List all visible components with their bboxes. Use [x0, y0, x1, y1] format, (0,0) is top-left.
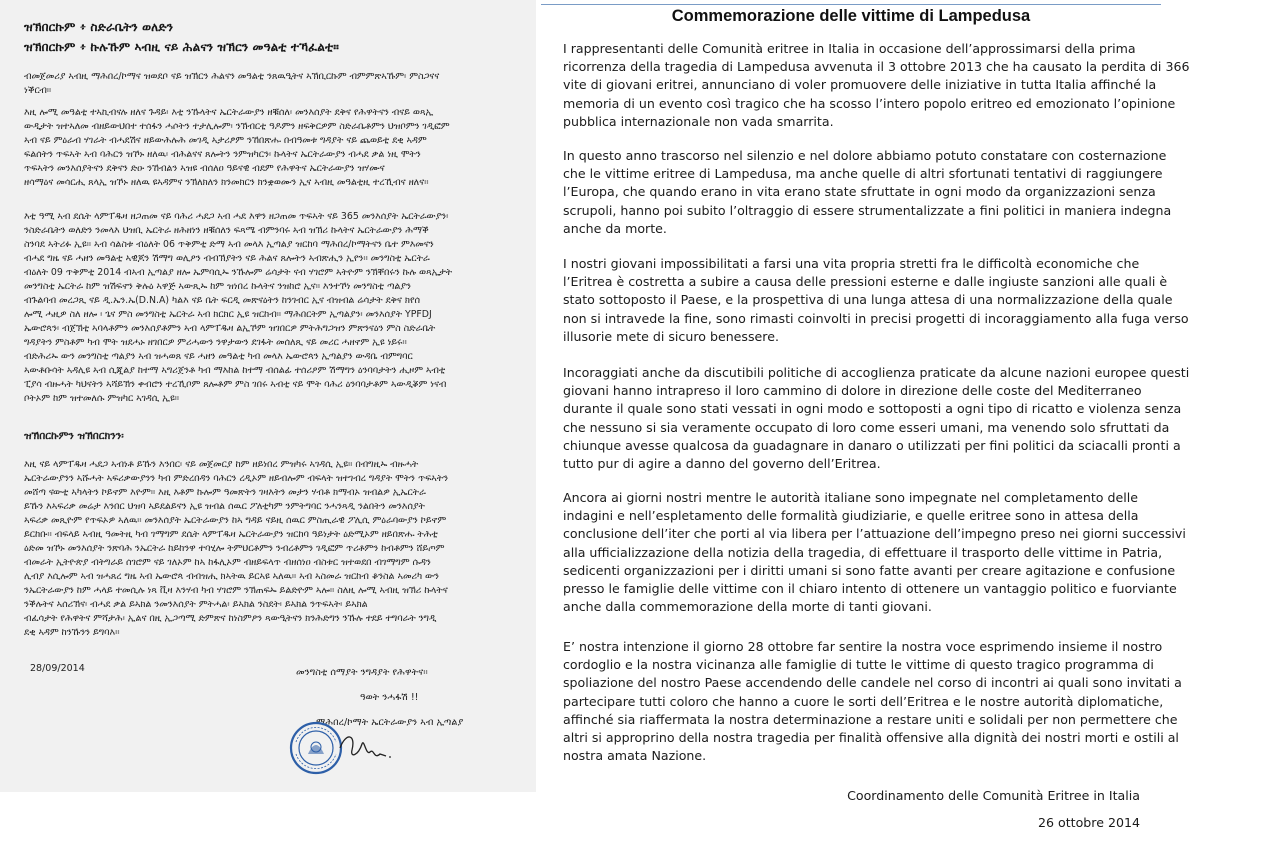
text-line: illusorie mete di sicuro benessere. [563, 328, 779, 344]
text-line: ፒያሳ ብዙሓት ካህናትን ኣሻይኽን ቀብሮን ተረኺቦም ጸሎቶም ምስ ገበሩ ኣብቲ ናይ ሞት ባሕሪ ዕንባባታቶም ኣውዲቖም ነናብ [24, 379, 447, 390]
text-line: ነቕርብ። [24, 85, 52, 96]
body-paragraph [563, 364, 1190, 473]
text-line: ንኤርትራውያን ከም ሓላይ ተመሲሉ ነጻ ቪዛ እንሃብ ካብ ሃገሮም ንኽጠፍኡ ይልድዮም ኣሎ። ስለዚ ሎሚ ኣብዚ ዝኽሪ ኩላትና [24, 585, 448, 596]
scanned-tigrinya-letter [0, 0, 536, 792]
text-line: ብድሕሪኡ ውን መንግስቲ ጣልያን ኣብ ዝሓወጸ ናይ ሓዘን መዓልቲ ካብ መላእ ኤውሮጳን ኢጣልያን ውዳቤ ብምግባር [24, 351, 413, 362]
text-line: partecipare tutti coloro che hanno a cuore le sorti dell’Eritrea e le nostre autorità diplomatiche, [563, 693, 1164, 709]
text-line: ብሓደ ግዜ ናይ ሓዘን መዓልቲ ኣዊጆን ሽማግ ወሊዖን ብብኽያትን ናይ ሕልና ጸሎትን ኣብጽሒን ኢየን። መንግስቲ ኤርትራ [24, 253, 430, 264]
text-line: ንስድራቤትን ወለድን ንመላእ ህዝቢ ኤርትራ ዘሕዘነን ዘቑሰለን ፍጻሜ ብምንባሩ ኣብ ዝኽሪ ኩላትና ኤርትራውያን ሕማቕ [24, 225, 429, 236]
text-line: ንቕሉትና ኣሰሪኽና፡ ብሓደ ቃል ይኣክል ንመንእሰያት ምትሓል፡ ይኣክል ንስደት፡ ይኣክል ንጥፍኣት፡ ይኣክል [24, 599, 368, 610]
letter-paragraph [24, 70, 522, 98]
signing-date: 26 ottobre 2014 [1037, 815, 1140, 830]
text-line: Incoraggiati anche da discutibili politiche di accoglienza praticate da alcune nazioni europee questi [563, 365, 1190, 380]
text-line: affinché sia riaffermata la nostra determinazione a restare uniti e solidali per non permettere che [563, 711, 1178, 727]
text-line: che nessuno si sia veramente occupato di loro come esseri umani, ma venendo solo sfruttati da [563, 419, 1170, 435]
text-line: ricorrenza della tragedia di Lampedusa avvenuta il 3 ottobre 2013 che ha causato la perdita di 366 [563, 59, 1190, 75]
letter-salutation-2: ዝኽበርኩም ፥ ኩሉኹም ኣብዚ ናይ ሕልናን ዝኽርን መዓልቲ ተኻፈልቲ። [24, 40, 339, 54]
handwritten-signature [336, 726, 394, 766]
text-line: ብዕለት 09 ጥቅምቲ 2014 ብኣብ ኢጣልያ ዘሎ ኤምባሲኡ ንኹሎም ሬሳታት ናብ ሃገሮም ኣትዮም ንኽቐበሩን ኩሉ ወጻኢታት [24, 267, 453, 278]
text-line: che le vittime eritree di Lampedusa, ma anche quelle di altri sfortunati tentativi di raggiungere [563, 166, 1163, 182]
text-line: scrupoli, hanno poi subito l’oltraggio di essere strumentalizzate a fini politici in maniera indegna [563, 202, 1172, 218]
letter-paragraph [24, 458, 522, 640]
text-line: ደቂ ኣዳም ከንኹንን ይግባእ። [24, 627, 120, 638]
signatory-organization: Coordinamento delle Comunità Eritree in Italia [847, 788, 1140, 803]
text-line: ግዳያትን ምስቶም ካብ ሞት ዝደሓኑ ዘገበርዎ ምሪሓውን ንዋታውን ደገፋት መሰለጺ ናይ መሪር ሓዘኖም ኢዩ ነይሩ። [24, 337, 407, 348]
text-line: memoria di un evento così tragico che ha scosso l’intero popolo eritreo ed emozionato l’opinione [563, 95, 1176, 111]
letter-signatory: ማሕበረ/ኮማት ኤርትራውያን ኣብ ኢጣልያ [316, 717, 464, 728]
text-line: ይኹን እኣፍሪቃ መሬታ እንበር ህዝባ ኣይደልይናን ኢዩ ዝብል ሰዉር ፖለቲካም ንምትግባር ንሓንጻዲ ንልበትን መንእሰያት [24, 501, 425, 512]
text-line: pubblica internazionale non vada smarrita. [563, 113, 834, 129]
body-paragraph [563, 489, 1186, 616]
text-line: sedicenti organizzazioni per i diritti umani si sono fatte avanti per creare agitazione e confusione [563, 562, 1176, 578]
text-line: ኣብ ናይ ምዕራብ ሃገራት ብሓደሽና ዘይውሕሉሕ መገዲ ኣታሪፆም ንኸበጽሑ በብዓመቱ ግዳያት ናይ ጨወይቲ ደቂ ኣዳም [24, 135, 427, 146]
text-line: tutto pur di agire a danno del governo dell’Eritrea. [563, 456, 881, 472]
text-line: spoliazione del nostro Paese accendendo delle candele nel corso di incontri ai quali sono invitati a [563, 675, 1182, 691]
text-line: ሎሚ ሓዚዎ ስለ ዘሎ ፡ ጌና ምስ መንግስቲ ኤርትራ ኣብ ክርክር ኢዩ ዝርከብ። ማሕበርትም ኢጣልያን፡ መንእሰያት YPFDJ [24, 309, 432, 320]
text-line: ጥፍኣትን መንእሰያትናን ደቅናን ድዑ ንኸብልን ኣዝዩ ብሰለዐ ዓይናዊ ብደም የሕዋትና ኤርትራውያን ዝሃሙና [24, 163, 385, 174]
text-line: I rappresentanti delle Comunità eritree in Italia in occasione dell’approssimarsi della prima [563, 41, 1136, 56]
text-line: conclusione dell’iter che porti al via libera per l’attuazione dell’impegno preso nei giorni successivi [563, 526, 1186, 542]
body-paragraph [563, 147, 1172, 238]
text-line: ዘሳማዕና መሳርሒ ጸላኢ ዝኾኑ ዘለዉ ዩኣዳምና ንኽለክለን ክንመክርን ክንቋወሙን ኢና ኣብዚ መዓልቲዚ ተረኺብና ዘለና። [24, 177, 429, 188]
letter-closing-line: ዓወት ንሓፋሽ !! [360, 692, 419, 703]
text-line: መሸጣ ናውቲ ኣካላትን ኮይኖም እዮም። እዚ እቶም ኩሎም ዓመጽትን ገዛእትን መታን ሃብቶ ክማብኦ ዝብልዎ ኢኤርትራ [24, 487, 426, 498]
text-line: non si intravede la fine, sono rimasti coinvolti in precisi progetti di incoraggiamento alla fuga verso [563, 310, 1189, 326]
letter-date: 28/09/2014 [30, 663, 85, 674]
letter-salutation-1: ዝኽበርኩም ፥ ስድራቤትን ወለድን [24, 20, 174, 34]
text-line: l’Europa, che quando erano in vita erano state sfruttate in ogni modo da organizzazioni senza [563, 184, 1156, 200]
body-paragraph [563, 40, 1190, 131]
text-line: giovani hanno intrapreso il loro cammino di dolore in direzione delle coste del Mediterraneo [563, 383, 1142, 399]
text-line: ዕድመ ዝኾኑ መንእሰያት ንጽባሕ ንኤርትራ ከይከንዋ ተባሂሎ ትምህርቶምን ንብረቶምን ገዲፎም ጥሪቶምን ከብቶምን ሸይጦም [24, 543, 445, 554]
text-line: cordoglio e la nostra vicinanza alle famiglie di tutte le vittime di questo tragico programma di [563, 657, 1154, 673]
letter-subheading: ዝኽበርኩምን ዝኽበርክንን፡ [24, 430, 124, 442]
text-line: ሊብያ እሲሎም ኣብ ዝሓጸረ ግዜ ኣብ ኤውሮጳ ብብዝሒ ክኣትዉ ይርኣዩ ኣለዉ። ኣብ ኣስመራ ዝርከብ ቆንስል ኣመሪካ ውን [24, 571, 439, 582]
italian-announcement [541, 0, 1190, 842]
text-line: መንግስቲ ኤርትራ ከም ዝሽፍኖን ቅሉዕ ኣዋጅ ኣውጺኡ ከም ዝነበረ ኩላትና ንዝከሮ ኢና። እንተኾነ መንግስቲ ጣልያን [24, 281, 411, 292]
text-line: እቲ ዓሚ ኣብ ደሴት ላምፐዱዛ ዘጋጠመ ናይ ባሕሪ ሓደጋ ኣብ ሓደ እዋን ዘጋጠመ ጥፍኣት ናይ 365 መንእሰያት ኤርትራውያን፡ [24, 211, 449, 222]
text-line: ብፈሳታት የሕዋትና ምሻታሕ፡ ኢልና በዚ ኢጋጣሚ ድምጽና ከነስምዖን ጻውዒትናን ክንሕድግን ንኹሉ ተደይ ተግባራት ንግዲ [24, 613, 437, 624]
text-line: I nostri giovani impossibilitati a farsi una vita propria stretti fra le difficoltà economiche che [563, 256, 1140, 271]
text-line: ብመጀመሪያ ኣብዚ ማሕበረ/ኮማና ዝወደቦ ናይ ዝኽርን ሕልናን መዓልቲ ንጸዉዒትና ኣኽቢርኩም ብምምጽኣኹም፡ ምስጋናና [24, 71, 440, 82]
text-line: altri si approprino della nostra tragedia per finalità offensive alla dignità dei nostri morti e ostili al [563, 730, 1179, 746]
text-line: presso le famiglie delle vittime con il chiaro intento di ottenere un vantaggio politico e fuorviante [563, 581, 1177, 597]
text-line: ይርከቡ። ብፍላይ ኣብዚ ዓመትዚ ካብ ገማግም ደሴት ላምፐዱዛ ኤርትራውያን ዝርከባ ዓይነታት ዕድሚኦም ዘይበጽሑ ትሕቲ [24, 529, 438, 540]
text-line: ፍልሰትን ጥፍኣት ኣብ ባሕርን ዝኾኑ ዘለዉ፡ ብሕልናና ጸሎትን ንምዝካርን፡ ኩላትና ኤርትራውያን ብሓደ ቃል ነዚ ሞትን [24, 149, 421, 160]
text-line: ብመራት ኢትዮጵያ ብትግራይ ሰገሮም ናይ ገለኦም ከኣ ከፋሊኦም ብዘይፍላጥ ብዘሰነዐ ብስቱር ዝተወደበ ብገማግም ሱዳን [24, 557, 431, 568]
letter-paragraph [24, 106, 522, 190]
text-line: ብጉልባብ መረጋጺ ናይ ዲ.ኤን.ኤ(D.N.A) ካልእ ናይ ቤት ፍርዲ መጽናዕትን ከንገብር ኢና ብዝብል ሬሳታት ደቅና ክየሰ [24, 295, 421, 306]
letter-closing-line: መንግስቲ ሰማያት ንግዳያት የሕዋትና። [296, 667, 428, 678]
text-line: እዚ ሎሚ መዓልቲ ተኣኪብናሉ ዘለና ጉዳይ፡ እቲ ንኹላትና ኤርትራውያን ዘቑሰለ፡ መንእሰያት ደቅና የሕዋትናን ብናይ ወጻኢ [24, 107, 434, 118]
text-line: ኣውቶቡሳት ኣዳሊዩ ኣብ ሲጂልያ ከተማ ኣግሪጀንቶ ካብ ማእከል ከተማ ብሰልፊ ተሰሪዖም ሽማግን ዕንባባታትን ሒዞም ኣብቲ [24, 365, 446, 376]
text-line: l’Eritrea è costretta a subire a causa delle pressioni esterne e dalle ingiuste sanzioni alle quali è [563, 274, 1168, 290]
text-line: indagini e nell’espletamento delle formalità giudiziarie, e quelle eritree sono in attesa della [563, 508, 1139, 524]
text-line: durante il quale sono stati vessati in ogni modo e sottoposti a ogni tipo di ricatto e violenza senza [563, 401, 1182, 417]
text-line: anche dalla commemorazione della morte di tanti giovani. [563, 599, 932, 615]
text-line: ውዲታት ዝተኣለመ ብዘይውህበተ ተሰፋን ሓሶትን ተታሊሎም፡ ንኽብርቲ ዓዶምን ዘፍቅርዎም ስድራቤቶምን ህዝቦምን ገዲፎም [24, 121, 450, 132]
text-line: vite di giovani eritrei, annunciano di voler promuovere delle iniziative in tutta Italia affinché la [563, 77, 1157, 93]
body-paragraph [563, 638, 1182, 765]
text-line: E’ nostra intenzione il giorno 28 ottobre far sentire la nostra voce esprimendo insieme il nostro [563, 639, 1163, 654]
text-line: ስንባደ ኣትሪፉ ኢዩ። ኣብ ሳልስቱ ብዕለት 06 ጥቅምቲ ድማ ኣብ መላእ ኢጣልያ ዝርከባ ማሕበረ/ኮማትናን ቤተ ምእመናን [24, 239, 434, 250]
text-line: alla ufficializzazione della notizia della tragedia, di effettuare il trasporto delle vittime in Patria, [563, 544, 1163, 560]
text-line: chiunque avesse qualcosa da guadagnare in danaro o utilizzati per fini politici da sciacalli pronti a [563, 437, 1181, 453]
title-rule [541, 4, 1161, 5]
text-line: anche da morte. [563, 220, 667, 236]
text-line: እዚ ናይ ላምፐዱዛ ሓደጋ ኣብነቶ ይኹን እንበር፡ ናይ መጀመርያ ከም ዘይነበረ ምዝካሩ ኣገዳሲ ኢዩ። በብግዚኡ ብዙሓት [24, 459, 419, 470]
text-line: nostra amata Nazione. [563, 748, 707, 764]
text-line: ኤውሮጳን፡ ብጀኽቲ ኣባላቶምን መንእሰያቶምን ኣብ ላምፐዱዛ ልኢኾም ዝገበርዎ ምትሕግጋዝን ምጽንናዕን ምስ ስድራቤት [24, 323, 436, 334]
text-line: stato sottoposto il Paese, e la prospettiva di una lunga attesa di una normalizzazione della quale [563, 292, 1173, 308]
letter-paragraph [24, 210, 522, 406]
text-line: In questo anno trascorso nel silenzio e nel dolore abbiamo potuto constatare con costernazione [563, 148, 1167, 163]
text-line: Ancora ai giorni nostri mentre le autorità italiane sono impegnate nel completamento delle [563, 490, 1138, 505]
text-line: ቦትኦም ከም ዝተመለሱ ምዝካር ኣገዳሲ ኢዩ። [24, 393, 180, 404]
text-line: ኤርትራውያንን ኣሹሓት ኣፍሪቃውያንን ካብ ምድረበዳን ባሕርን ረዲኦም ዘይብሎም ብፍላት ዝተገብረ ግዳያት ሞትን ጥፍኣትን [24, 473, 449, 484]
document-title: Commemorazione delle vittime di Lampedusa [671, 7, 1031, 25]
text-line: ኣፍሪቃ መጺዮም የጥፍኦዎ ኣለዉ። መንእሰያት ኤርትራውያን ከኣ ግዳይ ናይዚ ሰዉር ምስጢራዊ ፖሊሲ ምዕራባውያን ኮይኖም [24, 515, 447, 526]
body-paragraph [563, 255, 1189, 346]
